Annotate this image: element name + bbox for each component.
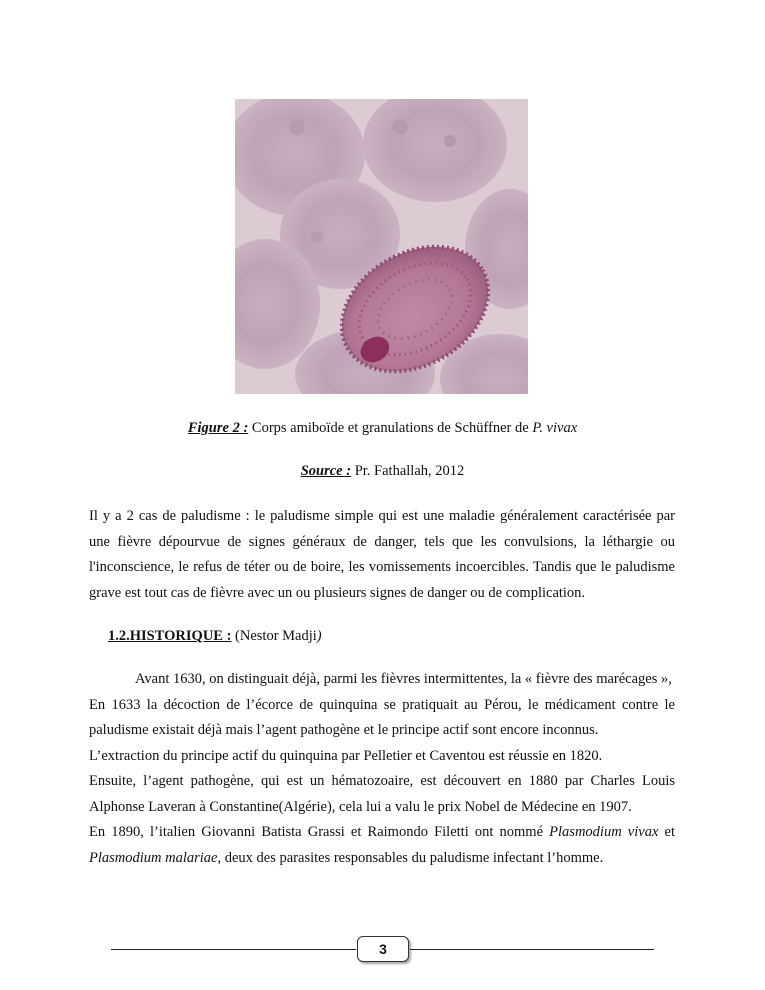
history-line-text: , deux des parasites responsables du paludisme infectant l’homme. <box>217 849 604 866</box>
history-line-text: et <box>658 824 676 840</box>
history-line: En 1633 la décoction de l’écorce de quinquina se pratiquait au Pérou, le médicament contre le paludisme existait déjà mais l’agent pathogène et le principe actif sont encore inconnus. <box>89 696 675 738</box>
footer-rule-left <box>111 949 356 950</box>
history-line: Ensuite, l’agent pathogène, qui est un hématozoaire, est découvert en 1880 par Charles Louis Alphonse Laveran à Constantine(Algérie), cela lui a valu le prix Nobel de Médecine en 1907. <box>89 773 675 815</box>
figure-source-text: Pr. Fathallah, 2012 <box>351 463 465 479</box>
section-heading-author: (Nestor Madji <box>231 628 317 644</box>
species-name: Plasmodium vivax <box>549 824 659 840</box>
history-line: Avant 1630, on distinguait déjà, parmi les fièvres intermittentes, la « fièvre des marécages », <box>135 671 672 687</box>
figure-caption-text: Corps amiboïde et granulations de Schüffner de <box>248 420 533 436</box>
figure-source-label: Source : <box>300 463 352 479</box>
section-heading-label: 1.2.HISTORIQUE : <box>108 628 232 644</box>
figure-caption-label: Figure 2 : <box>187 420 249 436</box>
figure-caption-species: P. vivax <box>532 420 578 436</box>
footer-rule-right <box>410 949 654 950</box>
history-line: L’extraction du principe actif du quinquina par Pelletier et Caventou est réussie en 1820. <box>89 747 603 764</box>
section-heading <box>108 626 322 646</box>
paragraph-malaria-cases: Il y a 2 cas de paludisme : le paludisme simple qui est une maladie généralement caractérisée par une fièvre dépourvue de signes généraux de danger, tels que les convulsions, la léthargie ou l'inconscience, le refus de téter ou de boire, les vomissements incoercibles. Tandis que le paludisme grave est tout cas de fièvre avec un ou plusieurs signes de danger ou de complication. <box>89 508 675 601</box>
page-number: 3 <box>357 936 409 962</box>
history-line-text: En 1890, l’italien Giovanni Batista Grassi et Raimondo Filetti ont nommé <box>89 824 550 840</box>
history-line <box>89 820 675 871</box>
history-text <box>89 667 675 871</box>
figure-source <box>0 462 765 480</box>
blood-smear-micrograph <box>235 99 528 394</box>
species-name: Plasmodium malariae <box>89 849 218 866</box>
figure-caption <box>0 419 765 437</box>
section-heading-author-close: ) <box>316 628 322 644</box>
